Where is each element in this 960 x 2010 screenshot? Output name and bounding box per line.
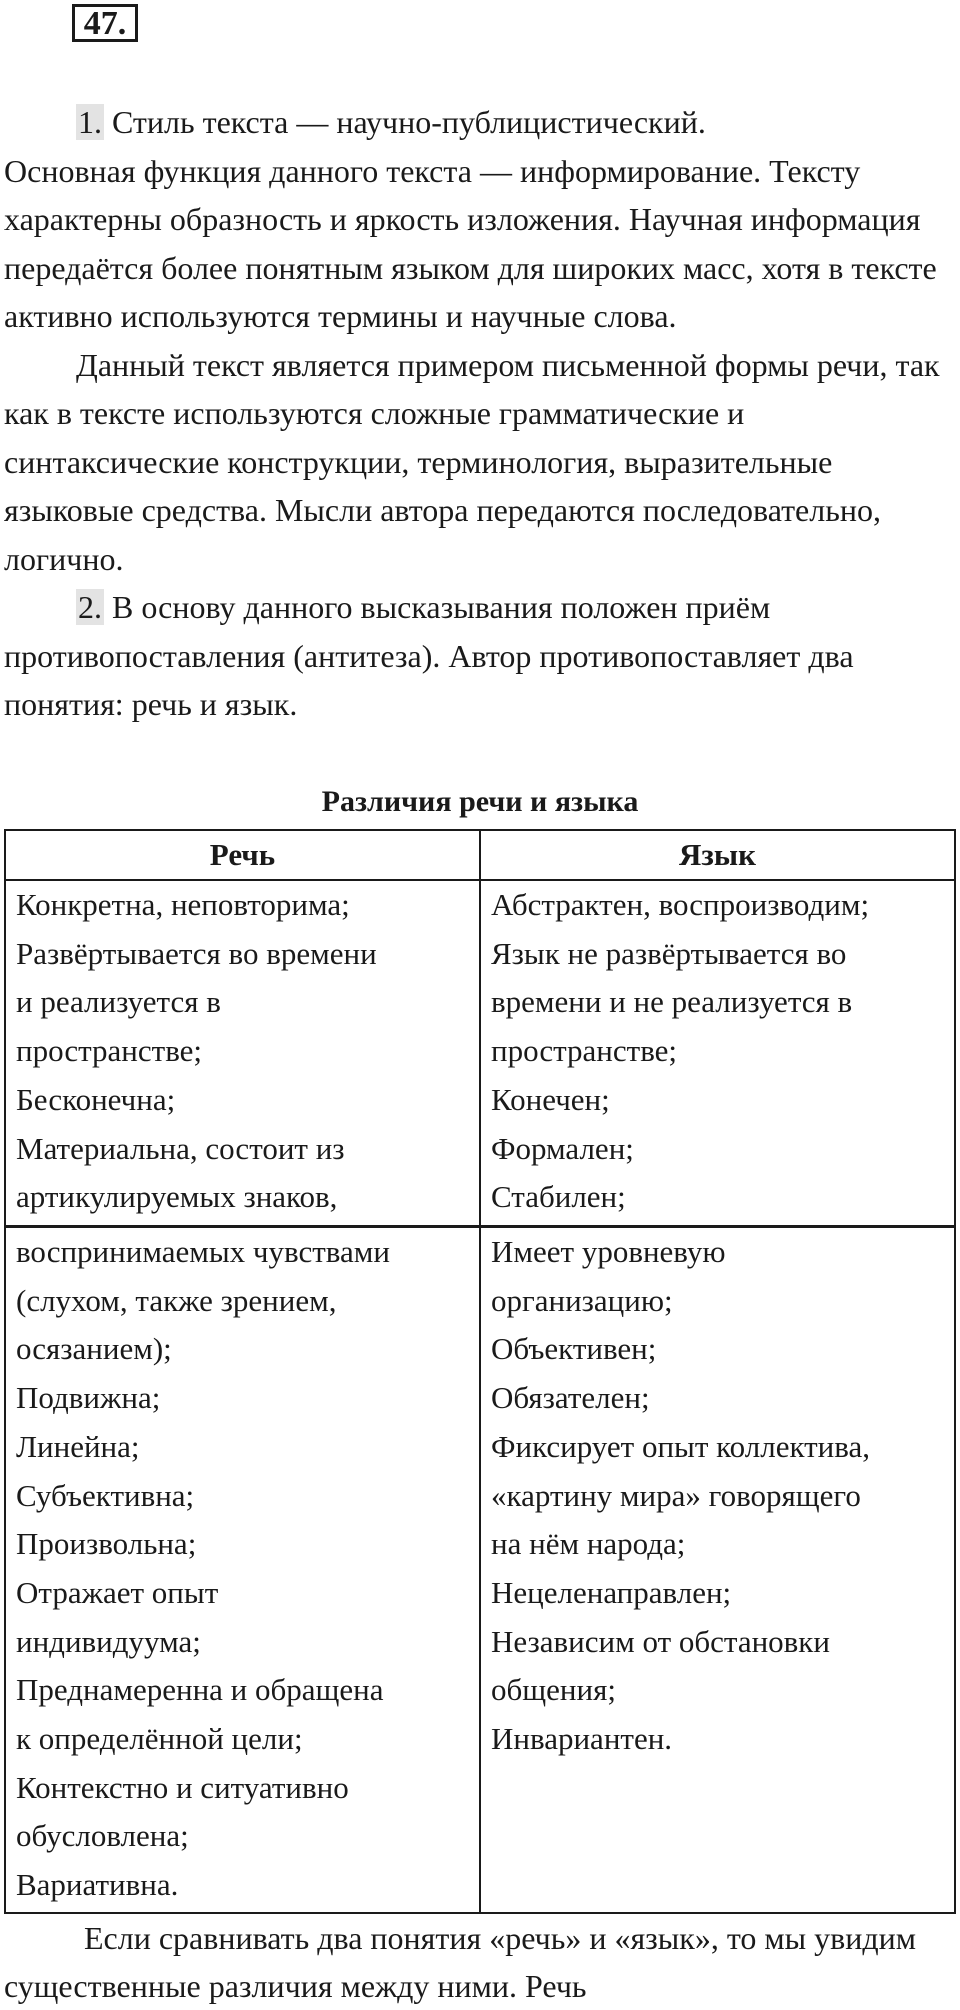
text-line: Данный текст является примером письменной формы (76, 346, 809, 383)
paragraph-3 (4, 583, 954, 632)
conclusion-paragraph (4, 1914, 954, 2010)
table-header-row (5, 830, 955, 880)
cell-line: Формален; (491, 1130, 634, 1166)
text-line: речи, так как в тексте используются сложные (4, 346, 940, 431)
cell-line: Развёртывается во времени (16, 935, 377, 971)
text-line: Тексту характерны образность и яркость изложения. (4, 152, 861, 237)
item-number-1: 1. (78, 104, 102, 140)
cell-line: пространстве; (16, 1033, 203, 1069)
language-cell (480, 880, 955, 1226)
cell-line: артикулируемых знаков, (16, 1179, 338, 1215)
cell-line: Линейна; (16, 1428, 140, 1464)
cell-line: на нём народа; (491, 1526, 686, 1562)
cell-line: Язык не развёртывается во (491, 935, 847, 971)
exercise-number: 47. (72, 4, 138, 42)
cell-line: воспринимаемых чувствами (16, 1234, 390, 1269)
header-language: Язык (480, 830, 955, 880)
text-line: Научная информация передаётся более понятным языком (4, 201, 921, 286)
text-line: увидим существенные различия между ними. Речь (4, 1920, 917, 2004)
cell-line: Объективен; (491, 1331, 657, 1367)
cell-line: Абстрактен, воспроизводим; (491, 887, 870, 922)
cell-line: индивидуума; (16, 1623, 201, 1659)
table-row (5, 880, 955, 1226)
cell-line: Независим от обстановки (491, 1623, 830, 1659)
table-row (5, 1227, 955, 1913)
text-line: автора передаются последовательно, логично. (4, 492, 881, 577)
cell-line: Произвольна; (16, 1526, 197, 1562)
cell-line: «картину мира» говорящего (491, 1477, 861, 1513)
paragraph-3-rest (4, 632, 954, 729)
header-speech: Речь (5, 830, 480, 880)
cell-line: времени и не реализуется в (491, 984, 853, 1020)
cell-line: организацию; (491, 1282, 673, 1318)
paragraph-1-line: Стиль текста — научно-публицистический. (104, 104, 706, 140)
table-title: Различия речи и языка (321, 785, 639, 818)
cell-line: Вариативна. (16, 1867, 179, 1903)
cell-line: Инвариантен. (491, 1721, 673, 1757)
text-line: Основная функция данного текста — информирование. (4, 152, 762, 189)
text-line: терминология, выразительные языковые средства. Мысли (4, 443, 833, 528)
speech-cell (5, 1227, 480, 1913)
cell-line: Конкретна, неповторима; (16, 887, 350, 922)
comparison-table-part-1 (4, 829, 956, 1227)
cell-line: к определённой цели; (16, 1721, 303, 1757)
text-line: два понятия: речь и язык. (4, 637, 854, 722)
cell-line: Отражает опыт (16, 1574, 219, 1610)
cell-line: Конечен; (491, 1081, 610, 1117)
speech-cell (5, 880, 480, 1226)
cell-line: Имеет уровневую (491, 1234, 726, 1269)
answer-text (4, 98, 954, 729)
paragraph-1-rest (4, 147, 954, 341)
paragraph-3-line: В основу данного высказывания положен приём (104, 589, 771, 625)
cell-line: Бесконечна; (16, 1081, 176, 1117)
cell-line: Контекстно и ситуативно (16, 1769, 349, 1805)
cell-line: Подвижна; (16, 1380, 161, 1416)
cell-line: Преднамеренна и обращена (16, 1672, 384, 1708)
conclusion-text (4, 1914, 954, 2010)
cell-line: Фиксирует опыт коллектива, (491, 1428, 870, 1464)
cell-line: пространстве; (491, 1033, 678, 1069)
text-line: Если сравнивать два понятия «речь» и «язык», то мы (84, 1920, 807, 1956)
cell-line: Стабилен; (491, 1179, 626, 1215)
language-cell (480, 1227, 955, 1913)
cell-line: общения; (491, 1672, 616, 1708)
cell-line: Материальна, состоит из (16, 1130, 345, 1166)
item-number-2: 2. (78, 589, 102, 625)
cell-line: Обязателен; (491, 1380, 650, 1416)
text-line: для широких масс, хотя в тексте активно используются (4, 249, 937, 334)
paragraph-1 (4, 98, 954, 147)
cell-line: обусловлена; (16, 1818, 189, 1854)
cell-line: Субъективна; (16, 1477, 195, 1513)
cell-line: (слухом, также зрением, (16, 1282, 337, 1318)
comparison-table-part-2 (4, 1226, 956, 1914)
cell-line: осязанием); (16, 1331, 172, 1367)
text-line: противопоставления (антитеза). Автор противопоставляет (4, 637, 801, 674)
text-line: грамматические и синтаксические конструкции, (4, 395, 745, 480)
text-line: термины и научные слова. (318, 298, 677, 334)
paragraph-2 (4, 341, 954, 584)
cell-line: Нецеленаправлен; (491, 1574, 732, 1610)
cell-line: и реализуется в (16, 984, 221, 1020)
